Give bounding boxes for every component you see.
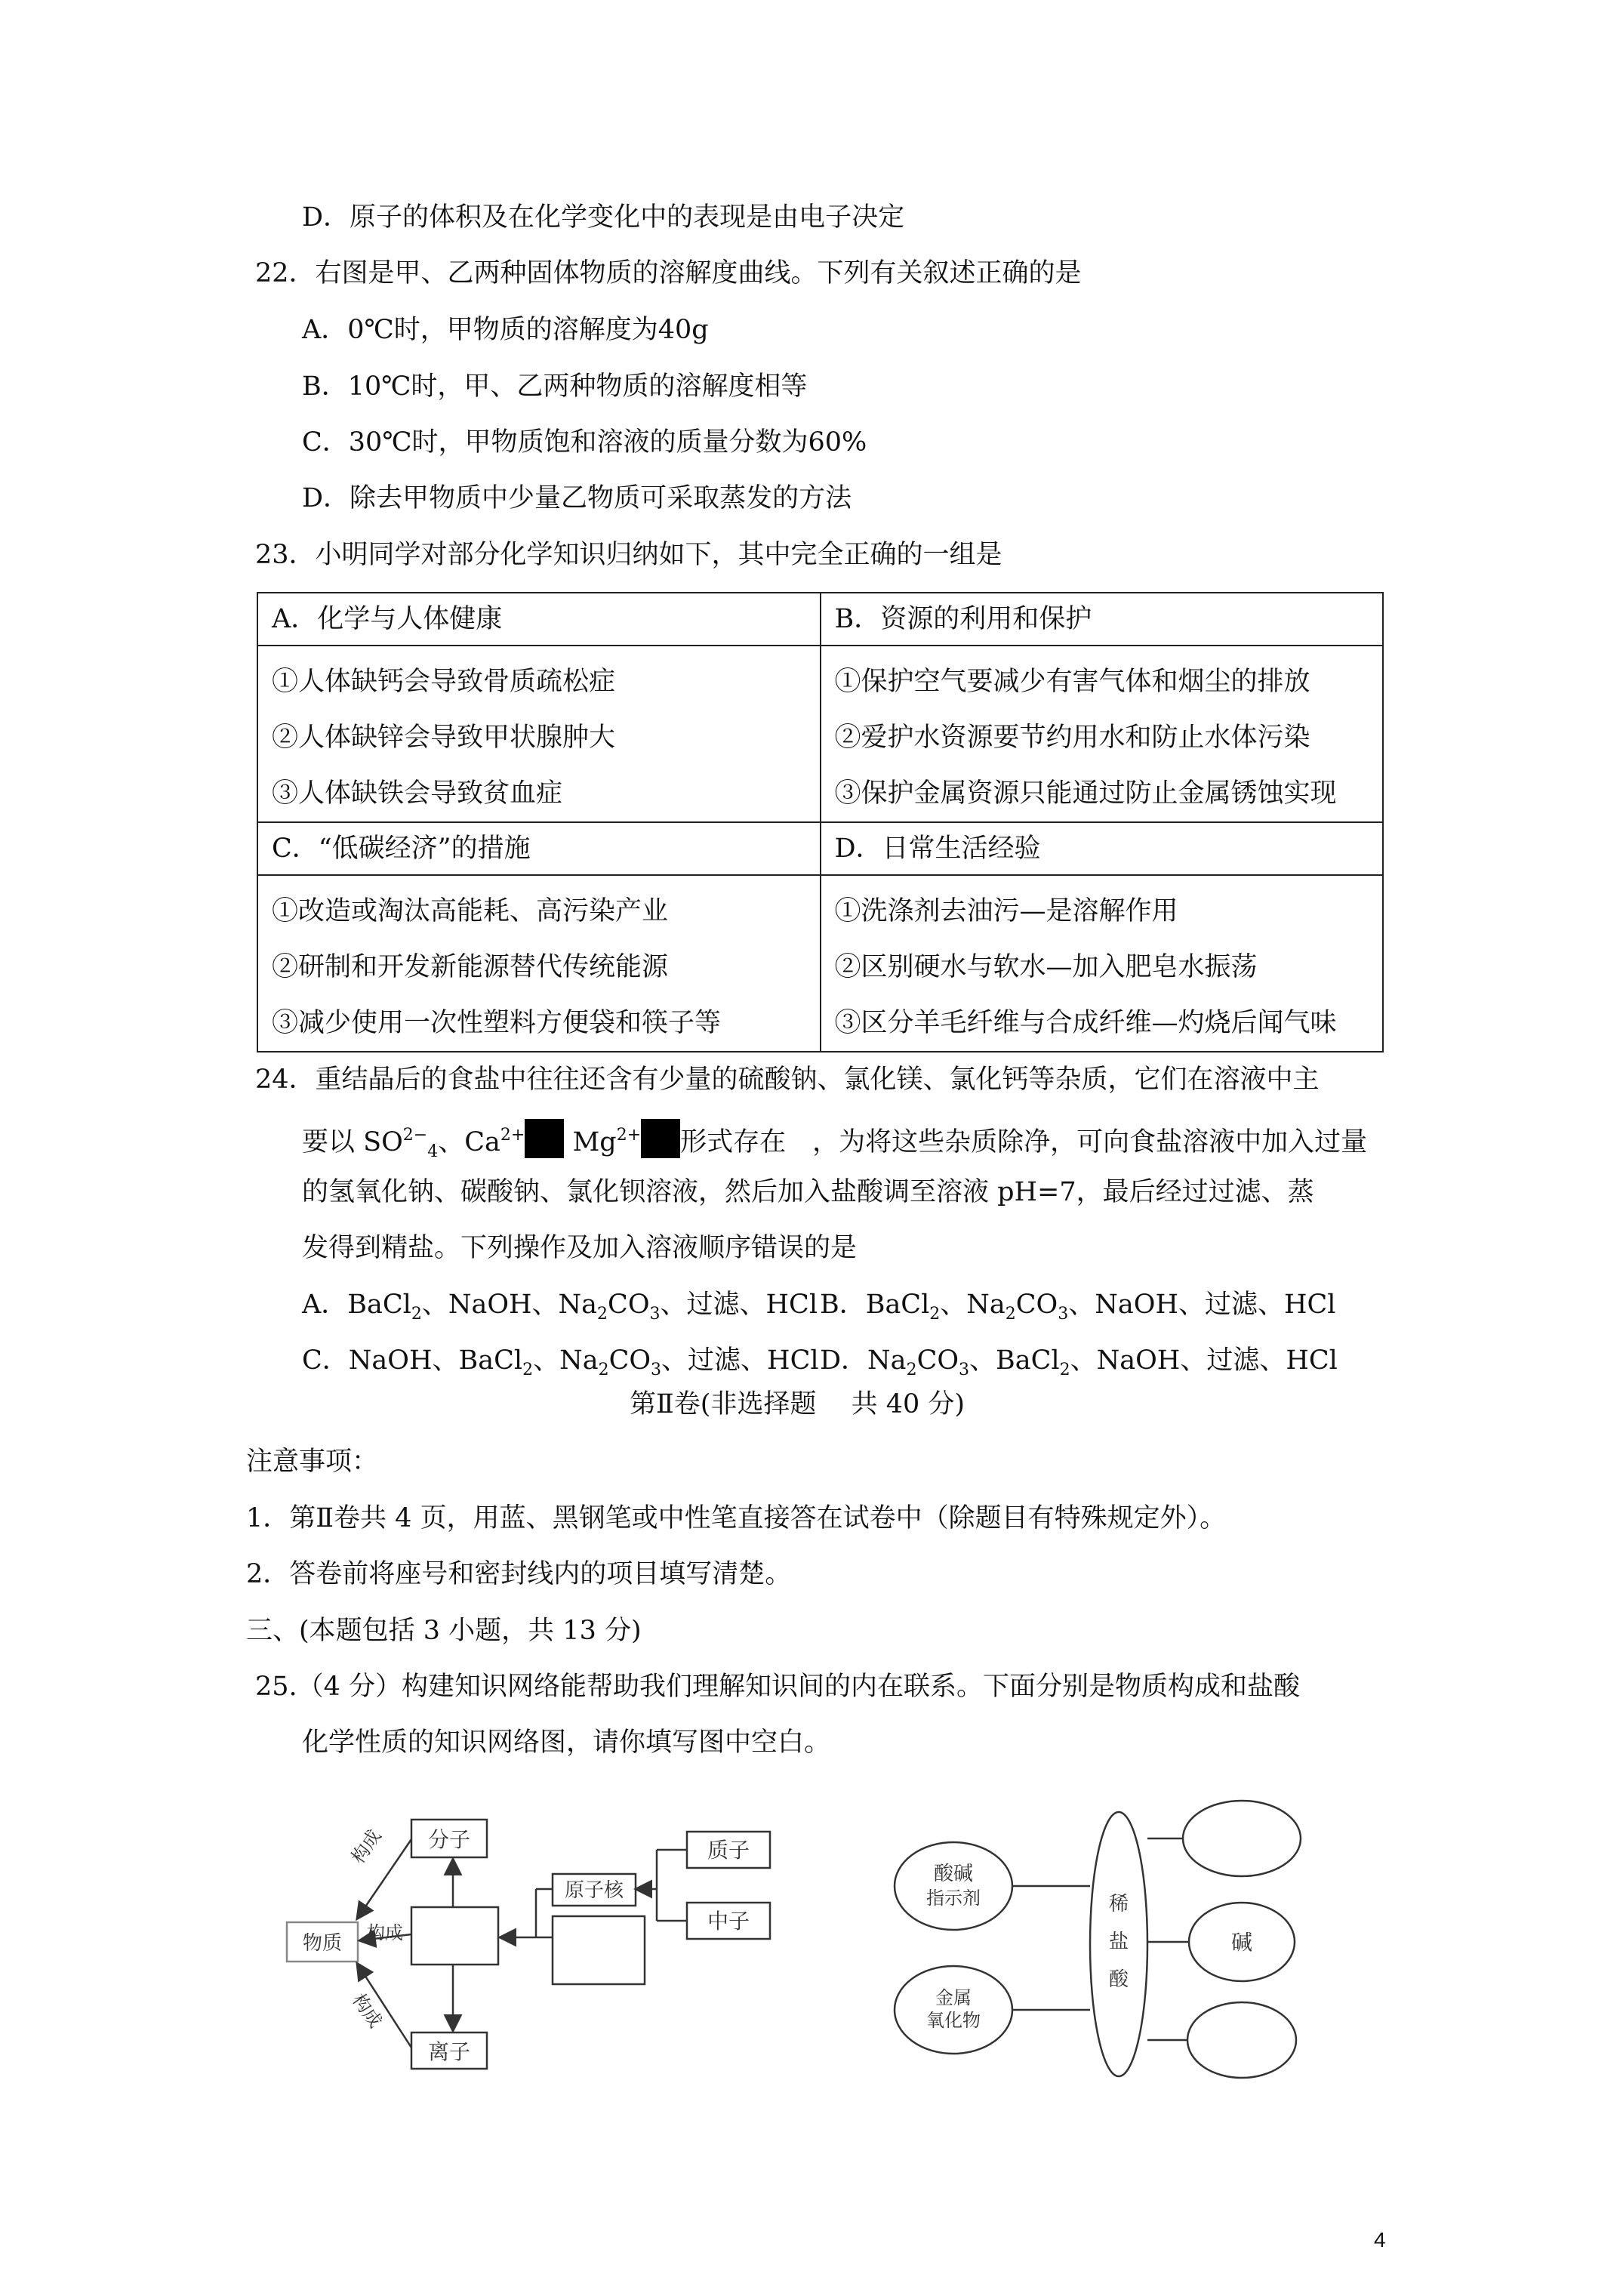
q24-opt-sub: 2 xyxy=(598,1361,609,1379)
metal-oxide-label: 氧化物 xyxy=(926,2010,981,2031)
q22-option-c: C．30℃时，甲物质饱和溶液的质量分数为60% xyxy=(302,427,867,458)
q24-sub: 4 xyxy=(427,1142,439,1161)
q24-option-b xyxy=(820,1288,1335,1331)
q22-option-a: A．0℃时，甲物质的溶解度为40g xyxy=(302,315,709,345)
matter-structure-diagram xyxy=(279,1804,808,2076)
q24-line-3: 的氢氧化钠、碳酸钠、氯化钡溶液，然后加入盐酸调至溶液 pH=7，最后经过过滤、蒸 xyxy=(302,1177,1314,1207)
q23-b-item: ②爱护水资源要节约用水和防止水体污染 xyxy=(834,723,1310,753)
q24-option-c xyxy=(302,1344,819,1387)
q24-text: 要以 SO xyxy=(302,1127,403,1157)
compose-label-mid: 构成 xyxy=(367,1922,403,1943)
q24-opt-text: 、过滤、HCl xyxy=(661,1345,819,1376)
q23-cell-b-body xyxy=(821,646,1384,822)
q24-opt-sub: 2 xyxy=(929,1305,941,1324)
redaction-block xyxy=(641,1119,680,1158)
base-label: 碱 xyxy=(1230,1930,1253,1955)
q21-option-d: D．原子的体积及在化学变化中的表现是由电子决定 xyxy=(302,202,905,233)
compose-label-top: 构成 xyxy=(346,1826,386,1868)
q23-a-item: ③人体缺铁会导致贫血症 xyxy=(272,778,563,809)
note-2: 2．答卷前将座号和密封线内的项目填写清楚。 xyxy=(246,1559,792,1589)
q25-line-2: 化学性质的知识网络图，请你填写图中空白。 xyxy=(302,1727,831,1758)
q23-cell-d-body xyxy=(821,875,1384,1052)
atom-blank-box[interactable] xyxy=(411,1907,498,1965)
q23-cell-a-head: A．化学与人体健康 xyxy=(257,593,821,646)
dilute-hcl-label: 稀 xyxy=(1108,1893,1129,1915)
q24-opt-text: D．Na xyxy=(820,1345,907,1376)
q23-d-item: ②区别硬水与软水—加入肥皂水振荡 xyxy=(834,952,1258,982)
indicator-label: 酸碱 xyxy=(933,1863,974,1885)
q24-opt-sub: 2 xyxy=(597,1305,608,1324)
section-title: 第Ⅱ卷(非选择题 共 40 分) xyxy=(630,1389,965,1419)
q24-opt-text: CO xyxy=(608,1345,651,1376)
indicator-label: 指示剂 xyxy=(926,1888,981,1909)
q24-line-4: 发得到精盐。下列操作及加入溶液顺序错误的是 xyxy=(302,1233,858,1263)
q23-cell-b-head: B．资源的利用和保护 xyxy=(821,593,1384,646)
q24-opt-text: B．BaCl xyxy=(820,1290,930,1320)
hcl-properties-diagram xyxy=(887,1797,1325,2084)
q24-opt-text: 、NaOH、Na xyxy=(421,1290,598,1320)
q24-opt-sub: 2 xyxy=(906,1361,917,1379)
q22-option-b: B．10℃时，甲、乙两种物质的溶解度相等 xyxy=(302,371,808,402)
metal-oxide-label: 金属 xyxy=(935,1987,972,2008)
q24-sup: 2+ xyxy=(616,1126,642,1145)
nucleus-label: 原子核 xyxy=(564,1879,624,1902)
notes-heading: 注意事项： xyxy=(246,1447,379,1477)
proton-label: 质子 xyxy=(707,1838,750,1863)
q23-d-item: ①洗涤剂去油污—是溶解作用 xyxy=(834,896,1178,926)
q23-b-item: ③保护金属资源只能通过防止金属锈蚀实现 xyxy=(834,778,1337,809)
compose-label-bot: 构成 xyxy=(348,1989,387,2032)
neutron-label: 中子 xyxy=(707,1909,750,1934)
q24-opt-text: CO xyxy=(916,1345,959,1376)
q24-option-d xyxy=(820,1344,1338,1387)
q24-line-1: 24．重结晶后的食盐中往往还含有少量的硫酸钠、氯化镁、氯化钙等杂质，它们在溶液中主 xyxy=(255,1065,1320,1095)
q23-cell-c-head: C．“低碳经济”的措施 xyxy=(257,822,821,875)
q23-cell-a-body xyxy=(257,646,821,822)
dilute-hcl-label: 盐 xyxy=(1108,1931,1129,1953)
q24-opt-sub: 2 xyxy=(1005,1305,1016,1324)
q22-stem: 22．右图是甲、乙两种固体物质的溶解度曲线。下列有关叙述正确的是 xyxy=(255,258,1082,288)
q24-option-a xyxy=(302,1288,818,1331)
redaction-block xyxy=(525,1119,564,1158)
electron-blank-box[interactable] xyxy=(553,1916,645,1984)
q24-opt-text: CO xyxy=(1015,1290,1058,1320)
q24-line-2 xyxy=(302,1119,1367,1169)
q24-opt-text: A．BaCl xyxy=(302,1290,411,1320)
q24-opt-sub: 2 xyxy=(411,1305,422,1324)
q24-opt-text: CO xyxy=(608,1290,650,1320)
q25-line-1: 25.（4 分）构建知识网络能帮助我们理解知识间的内在联系。下面分别是物质构成和盐酸 xyxy=(255,1672,1301,1702)
q24-text: Mg xyxy=(564,1127,617,1157)
q23-stem: 23．小明同学对部分化学知识归纳如下，其中完全正确的一组是 xyxy=(255,540,1002,570)
matter-label: 物质 xyxy=(302,1932,343,1955)
q24-opt-sub: 3 xyxy=(959,1361,970,1379)
q24-opt-sub: 3 xyxy=(649,1305,661,1324)
q24-text: 形式存在 ，为将这些杂质除净，可向食盐溶液中加入过量 xyxy=(680,1127,1368,1157)
q23-options-table xyxy=(257,592,1384,1052)
q24-opt-text: C．NaOH、BaCl xyxy=(302,1345,523,1376)
q24-opt-sub: 2 xyxy=(522,1361,534,1379)
blank-ellipse-bottom[interactable] xyxy=(1187,2002,1296,2078)
q23-b-item: ①保护空气要减少有害气体和烟尘的排放 xyxy=(834,667,1310,697)
q22-option-d: D．除去甲物质中少量乙物质可采取蒸发的方法 xyxy=(302,483,852,513)
q24-opt-sub: 3 xyxy=(651,1361,662,1379)
ion-label: 离子 xyxy=(427,2039,471,2064)
q24-opt-text: 、Na xyxy=(533,1345,599,1376)
q23-c-item: ②研制和开发新能源替代传统能源 xyxy=(272,952,669,982)
q24-opt-sub: 3 xyxy=(1058,1305,1069,1324)
q24-opt-text: 、NaOH、过滤、HCl xyxy=(1068,1290,1336,1320)
q23-c-item: ①改造或淘汰高能耗、高污染产业 xyxy=(272,896,669,926)
q23-a-item: ②人体缺锌会导致甲状腺肿大 xyxy=(272,723,616,753)
q24-opt-text: 、BaCl xyxy=(969,1345,1060,1376)
q23-cell-c-body xyxy=(257,875,821,1052)
q23-c-item: ③减少使用一次性塑料方便袋和筷子等 xyxy=(272,1008,722,1038)
part-heading: 三、(本题包括 3 小题，共 13 分) xyxy=(246,1616,642,1646)
q24-sup: 2− xyxy=(402,1126,428,1145)
q23-a-item: ①人体缺钙会导致骨质疏松症 xyxy=(272,667,616,697)
q23-cell-d-head: D．日常生活经验 xyxy=(821,822,1384,875)
indicator-ellipse xyxy=(895,1842,1012,1930)
q24-opt-text: 、NaOH、过滤、HCl xyxy=(1070,1345,1338,1376)
molecule-label: 分子 xyxy=(427,1827,471,1852)
q24-opt-text: 、Na xyxy=(940,1290,1006,1320)
q24-text: 、Ca xyxy=(438,1127,500,1157)
q24-sup: 2+ xyxy=(500,1126,525,1145)
note-1: 1．第Ⅱ卷共 4 页，用蓝、黑钢笔或中性笔直接答在试卷中（除题目有特殊规定外）。 xyxy=(246,1503,1227,1533)
page-number: 4 xyxy=(1374,2228,1386,2251)
q24-opt-sub: 2 xyxy=(1059,1361,1070,1379)
q24-opt-text: 、过滤、HCl xyxy=(660,1290,818,1320)
blank-ellipse-top[interactable] xyxy=(1183,1801,1301,1876)
q23-d-item: ③区分羊毛纤维与合成纤维—灼烧后闻气味 xyxy=(834,1008,1337,1038)
dilute-hcl-label: 酸 xyxy=(1108,1968,1129,1991)
